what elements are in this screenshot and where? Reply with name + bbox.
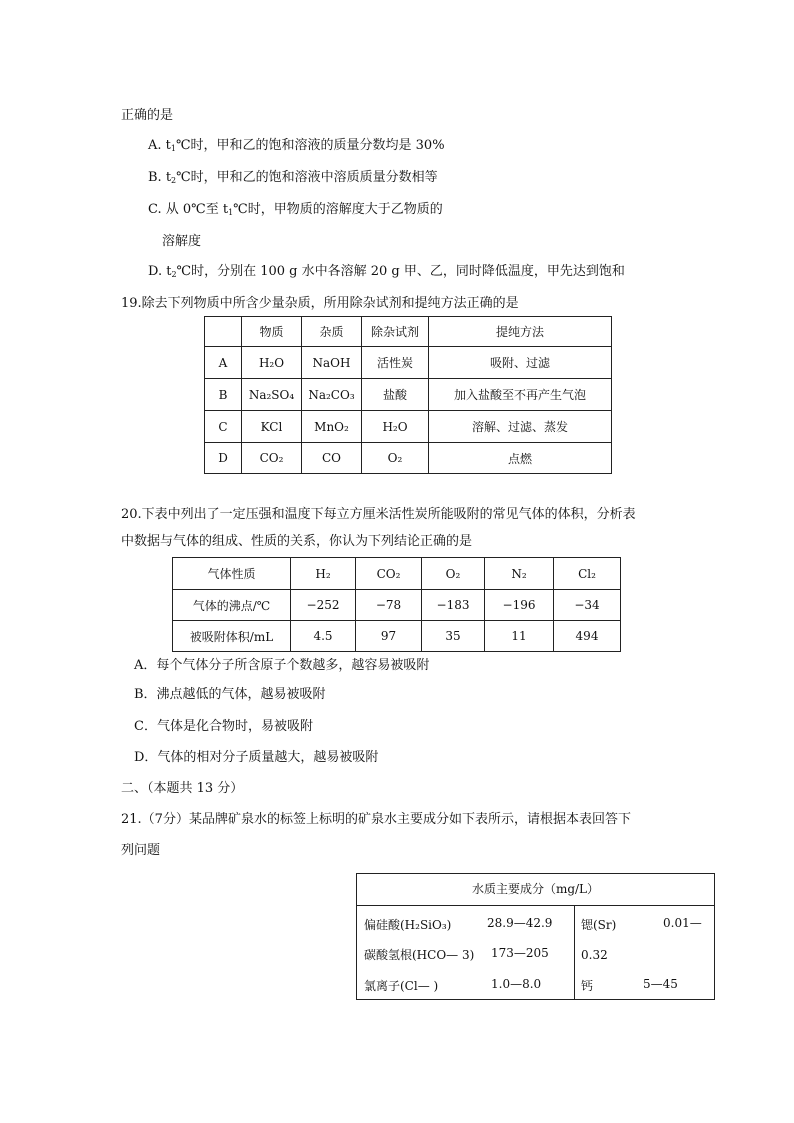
q20-option-b: B．沸点越低的气体，越易被吸附 <box>134 687 326 702</box>
table-cell: Na₂SO₄ <box>242 379 302 411</box>
table-cell: 4.5 <box>291 621 356 652</box>
table-header-row <box>205 317 612 347</box>
table-cell: 494 <box>554 621 621 652</box>
table-cell: CO <box>302 443 362 474</box>
table-row <box>205 379 612 411</box>
table-cell: A <box>205 347 242 379</box>
q18-option-b: B. $t_2℃$时，甲和乙的饱和溶液中溶质质量分数相等 <box>148 170 438 185</box>
table-cell: 97 <box>356 621 422 652</box>
table-cell: NaOH <box>302 347 362 379</box>
q18-option-c-cont: 溶解度 <box>162 234 202 249</box>
q20-option-c: C．气体是化合物时，易被吸附 <box>134 719 313 734</box>
table-cell: D <box>205 443 242 474</box>
table-row <box>173 558 621 590</box>
table-cell: Cl₂ <box>554 558 621 590</box>
q21-strontium-value: 0.01— <box>663 916 702 930</box>
header-cell <box>205 317 242 347</box>
table-cell: H₂O <box>362 411 429 443</box>
q21-chloride-label: 氯离子(Cl— ) <box>364 979 439 993</box>
q21-calcium-label: 钙 <box>581 979 594 993</box>
table-cell: 35 <box>422 621 485 652</box>
table-cell: N₂ <box>485 558 554 590</box>
table-row <box>173 590 621 621</box>
table-cell: 活性炭 <box>362 347 429 379</box>
table-cell: 加入盐酸至不再产生气泡 <box>429 379 612 411</box>
table-row <box>205 443 612 474</box>
table-cell: 吸附、过滤 <box>429 347 612 379</box>
table-cell: CO₂ <box>356 558 422 590</box>
q21-strontium-value-cont: 0.32 <box>581 948 608 962</box>
table-cell: 被吸附体积/mL <box>173 621 291 652</box>
table-cell: 点燃 <box>429 443 612 474</box>
table-cell: 11 <box>485 621 554 652</box>
table-cell: C <box>205 411 242 443</box>
q21-label-box <box>356 873 715 1000</box>
q21-question-line2: 列问题 <box>121 843 161 858</box>
table-cell: −196 <box>485 590 554 621</box>
q19-question: 19.除去下列物质中所含少量杂质，所用除杂试剂和提纯方法正确的是 <box>121 296 519 311</box>
q20-table <box>172 557 621 652</box>
table-cell: CO₂ <box>242 443 302 474</box>
table-cell: 溶解、过滤、蒸发 <box>429 411 612 443</box>
q20-option-a: A．每个气体分子所含原子个数越多，越容易被吸附 <box>134 658 430 673</box>
q20-question-line1: 20.下表中列出了一定压强和温度下每立方厘米活性炭所能吸附的常见气体的体积，分析表 <box>121 507 636 522</box>
table-cell: Na₂CO₃ <box>302 379 362 411</box>
section-heading: 二、（本题共 13 分） <box>121 781 244 796</box>
q18-option-c: C. 从 0℃至 $t_1℃$时，甲物质的溶解度大于乙物质的 <box>148 202 443 217</box>
table-cell: B <box>205 379 242 411</box>
q21-silicic-label: 偏硅酸(H₂SiO₃) <box>364 918 452 932</box>
table-row <box>205 347 612 379</box>
header-cell: 除杂试剂 <box>362 317 429 347</box>
header-cell: 物质 <box>242 317 302 347</box>
q21-bicarbonate-value: 173—205 <box>491 946 549 960</box>
table-cell: −252 <box>291 590 356 621</box>
header-cell: 杂质 <box>302 317 362 347</box>
table-cell: −78 <box>356 590 422 621</box>
q18-tail: 正确的是 <box>121 108 174 123</box>
table-cell: O₂ <box>362 443 429 474</box>
table-cell: MnO₂ <box>302 411 362 443</box>
table-cell: O₂ <box>422 558 485 590</box>
table-cell: −183 <box>422 590 485 621</box>
table-row <box>205 411 612 443</box>
q21-question-line1: 21.（7分）某品牌矿泉水的标签上标明的矿泉水主要成分如下表所示，请根据本表回答下 <box>121 812 631 827</box>
q20-question-line2: 中数据与气体的组成、性质的关系，你认为下列结论正确的是 <box>121 534 473 549</box>
header-cell: 提纯方法 <box>429 317 612 347</box>
q21-label-title: 水质主要成分（mg/L） <box>357 874 714 906</box>
q21-chloride-value: 1.0—8.0 <box>491 977 542 991</box>
q21-bicarbonate-label: 碳酸氢根(HCO— 3) <box>364 948 475 962</box>
q20-option-d: D．气体的相对分子质量越大，越易被吸附 <box>134 750 379 765</box>
table-cell: KCl <box>242 411 302 443</box>
table-cell: H₂ <box>291 558 356 590</box>
q21-strontium-label: 锶(Sr) <box>581 918 617 932</box>
q21-silicic-value: 28.9—42.9 <box>487 916 553 930</box>
table-row <box>173 621 621 652</box>
table-cell: 气体性质 <box>173 558 291 590</box>
q18-option-d: D. $t_2℃$时，分别在 100 g 水中各溶解 20 g 甲、乙，同时降低温度，甲先达到饱和 <box>148 264 625 279</box>
divider <box>574 905 575 999</box>
table-cell: 盐酸 <box>362 379 429 411</box>
q18-option-a: A. $t_1℃$时，甲和乙的饱和溶液的质量分数均是 30% <box>148 138 445 153</box>
q19-table <box>204 316 612 474</box>
table-cell: H₂O <box>242 347 302 379</box>
q21-calcium-value: 5—45 <box>643 977 678 991</box>
table-cell: −34 <box>554 590 621 621</box>
table-cell: 气体的沸点/℃ <box>173 590 291 621</box>
